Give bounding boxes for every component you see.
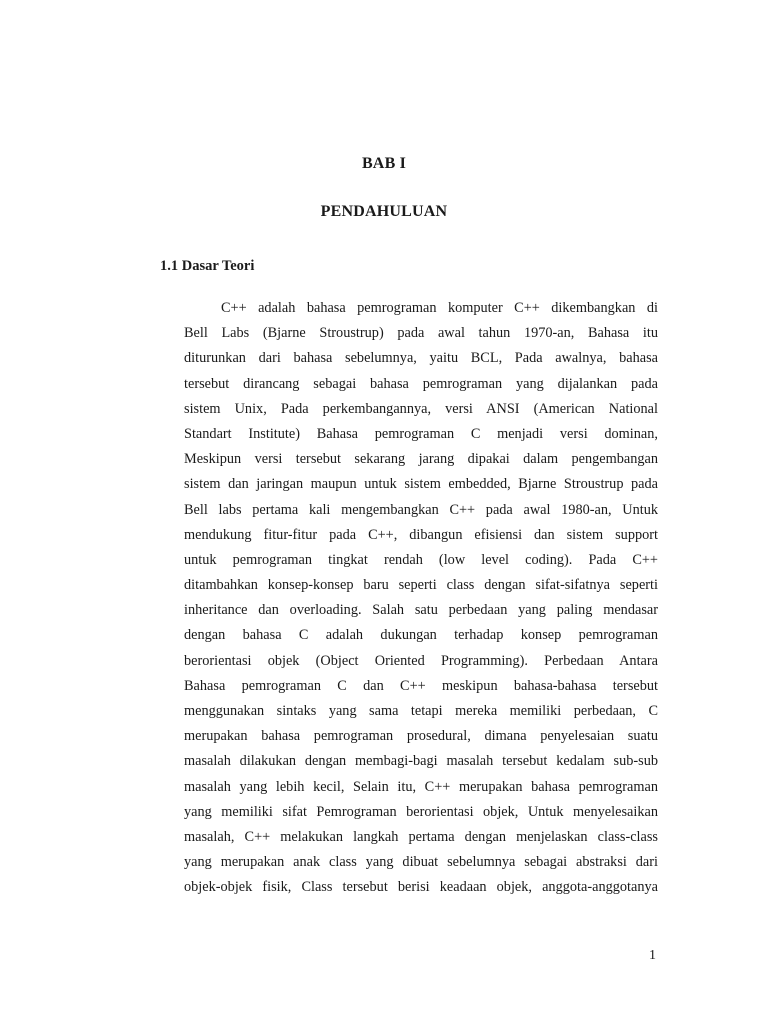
page-number: 1 — [649, 948, 656, 963]
paragraph-line: merupakan bahasa pemrograman prosedural, dimana penyelesaian suatu — [184, 728, 658, 745]
paragraph-line: Bahasa pemrograman C dan C++ meskipun bahasa-bahasa tersebut — [184, 677, 658, 694]
paragraph-line: sistem Unix, Pada perkembangannya, versi ANSI (American National — [184, 400, 658, 417]
paragraph-line: mendukung fitur-fitur pada C++, dibangun efisiensi dan sistem support — [184, 526, 658, 543]
paragraph-line: dengan bahasa C adalah dukungan terhadap konsep pemrograman — [184, 627, 658, 644]
chapter-title: PENDAHULUAN — [320, 203, 448, 220]
paragraph-line: Bell Labs (Bjarne Stroustrup) pada awal tahun 1970-an, Bahasa itu — [184, 325, 658, 342]
paragraph-line: objek-objek fisik, Class tersebut berisi keadaan objek, anggota-anggotanya — [184, 879, 658, 896]
paragraph-line: Standart Institute) Bahasa pemrograman C menjadi versi dominan, — [184, 425, 658, 442]
paragraph-line: untuk pemrograman tingkat rendah (low level coding). Pada C++ — [184, 551, 658, 568]
body-paragraph — [184, 296, 658, 901]
paragraph-line: inheritance dan overloading. Salah satu perbedaan yang paling mendasar — [184, 602, 658, 619]
paragraph-line: C++ adalah bahasa pemrograman komputer C++ dikembangkan di — [221, 300, 658, 316]
section-heading: 1.1 Dasar Teori — [160, 258, 255, 274]
paragraph-line: Meskipun versi tersebut sekarang jarang dipakai dalam pengembangan — [184, 451, 658, 468]
paragraph-line: menggunakan sintaks yang sama tetapi mereka memiliki perbedaan, C — [184, 703, 658, 719]
paragraph-line: masalah yang lebih kecil, Selain itu, C++ merupakan bahasa pemrograman — [184, 778, 658, 795]
chapter-number: BAB I — [361, 155, 407, 172]
paragraph-line: sistem dan jaringan maupun untuk sistem embedded, Bjarne Stroustrup pada — [184, 476, 658, 493]
paragraph-line: masalah, C++ melakukan langkah pertama dengan menjelaskan class-class — [184, 828, 658, 845]
paragraph-line: diturunkan dari bahasa sebelumnya, yaitu BCL, Pada awalnya, bahasa — [184, 350, 658, 367]
paragraph-line: masalah dilakukan dengan membagi-bagi masalah tersebut kedalam sub-sub — [184, 753, 658, 770]
paragraph-line: Bell labs pertama kali mengembangkan C++ pada awal 1980-an, Untuk — [184, 501, 658, 518]
paragraph-line: berorientasi objek (Object Oriented Programming). Perbedaan Antara — [184, 652, 658, 669]
paragraph-line: ditambahkan konsep-konsep baru seperti class dengan sifat-sifatnya seperti — [184, 577, 658, 594]
paragraph-line: yang memiliki sifat Pemrograman berorientasi objek, Untuk menyelesaikan — [184, 803, 658, 820]
paragraph-line: tersebut dirancang sebagai bahasa pemrograman yang dijalankan pada — [184, 375, 658, 392]
paragraph-line: yang merupakan anak class yang dibuat sebelumnya sebagai abstraksi dari — [184, 854, 658, 871]
